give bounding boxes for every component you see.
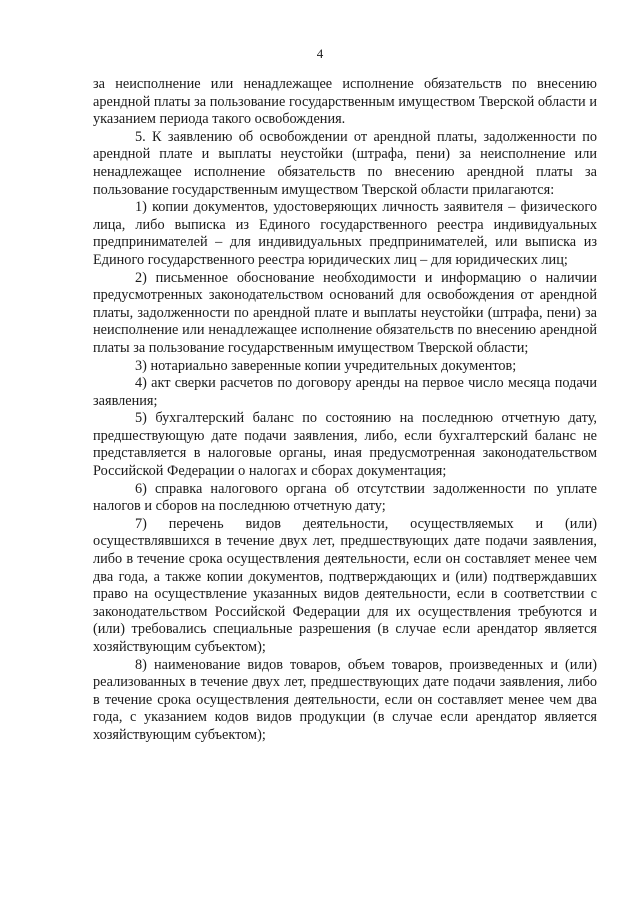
page-number: 4 [316, 46, 324, 61]
list-item-7: 7) перечень видов деятельности, осуществляемых и (или) осуществлявшихся в течение двух лет, предшествующих дате подачи заявления, либо в течение срока осуществления деятельности, если он составляет менее чем два года, а также копии документов, подтверждающих и (или) подтверждавших право на осуществление указанных видов деятельности, если в соответствии с законодательством Российской Федерации для их осуществления требуются и (или) требовались специальные разрешения (в случае если арендатор является хозяйствующим субъектом); [93, 515, 597, 655]
list-item-1: 1) копии документов, удостоверяющих личность заявителя – физического лица, либо выписка из Единого государственного реестра индивидуальных предпринимателей – для индивидуальных предпринимателей, или выписка из Единого государственного реестра юридических лиц – для юридических лиц; [93, 199, 597, 268]
paragraph-item-5: 5. К заявлению об освобождении от арендной платы, задолженности по арендной плате и выплаты неустойки (штрафа, пени) за неисполнение или ненадлежащее исполнение обязательств по внесению арендной платы за пользование государственным имуществом Тверской области прилагаются: [93, 128, 597, 198]
document-body [93, 76, 597, 745]
list-item-8: 8) наименование видов товаров, объем товаров, произведенных и (или) реализованных в течение двух лет, предшествующих дате подачи заявления, либо в течение срока осуществления деятельности, если он составляет менее чем два года, с указанием кодов видов продукции (в случае если арендатор является хозяйствующим субъектом); [93, 656, 597, 743]
list-item-5: 5) бухгалтерский баланс по состоянию на последнюю отчетную дату, предшествующую дате подачи заявления, либо, если бухгалтерский баланс не представляется в налоговые органы, иная предусмотренная законодательством Российской Федерации о налогах и сборах документация; [93, 410, 597, 480]
paragraph-continuation: за неисполнение или ненадлежащее исполнение обязательств по внесению арендной платы за пользование государственным имуществом Тверской области и указанием периода такого освобождения. [93, 76, 597, 128]
list-item-2: 2) письменное обоснование необходимости и информацию о наличии предусмотренных законодательством оснований для освобождения от арендной платы, задолженности по арендной плате и выплаты неустойки (штрафа, пени) за неисполнение или ненадлежащее исполнение обязательств по внесению арендной платы за пользование государственным имуществом Тверской области; [93, 269, 597, 356]
list-item-6: 6) справка налогового органа об отсутствии задолженности по уплате налогов и сборов на последнюю отчетную дату; [93, 480, 597, 515]
list-item-4: 4) акт сверки расчетов по договору аренды на первое число месяца подачи заявления; [93, 375, 597, 409]
list-item-3: 3) нотариально заверенные копии учредительных документов; [135, 357, 517, 374]
